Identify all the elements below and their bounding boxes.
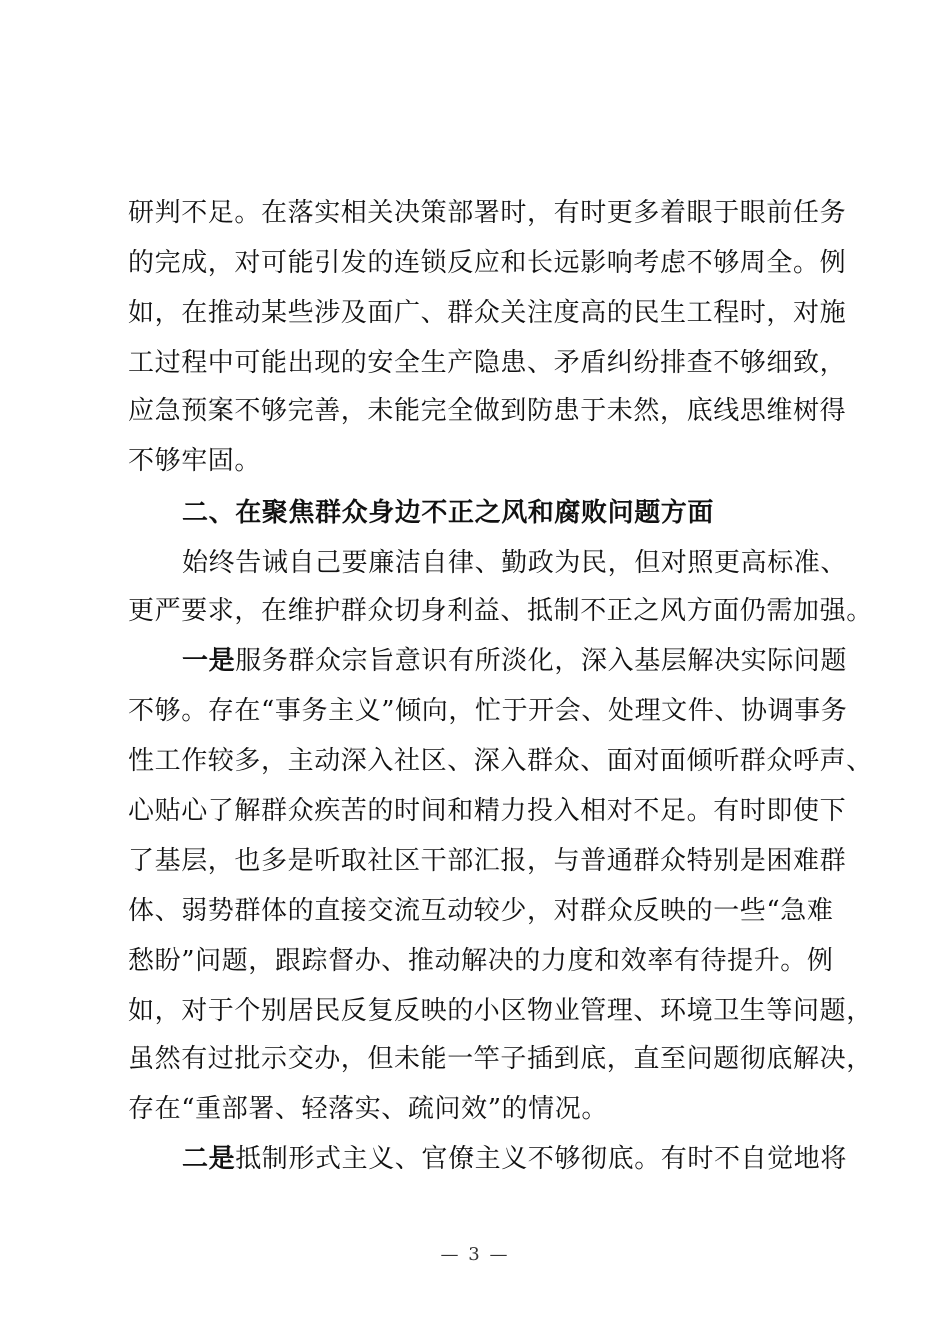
- body-line: [182, 643, 847, 679]
- body-line: 不够。存在“事务主义”倾向，忙于开会、处理文件、协调事务: [128, 696, 848, 726]
- body-line: 如，在推动某些涉及面广、群众关注度高的民生工程时，对施: [128, 298, 847, 328]
- body-line: 存在“重部署、轻落实、疏问效”的情况。: [128, 1094, 608, 1124]
- body-line: 如，对于个别居民反复反映的小区物业管理、环境卫生等问题，: [128, 996, 873, 1026]
- body-text: 服务群众宗旨意识有所淡化，深入基层解决实际问题: [235, 646, 848, 676]
- body-line: 始终告诫自己要廉洁自律、勤政为民，但对照更高标准、: [182, 548, 848, 578]
- body-line: 虽然有过批示交办，但未能一竿子插到底，直至问题彻底解决，: [128, 1044, 873, 1074]
- body-line: 愁盼”问题，跟踪督办、推动解决的力度和效率有待提升。例: [128, 946, 834, 976]
- body-line: [182, 1141, 847, 1177]
- body-text: 抵制形式主义、官僚主义不够彻底。有时不自觉地将: [235, 1144, 848, 1174]
- body-line: 心贴心了解群众疾苦的时间和精力投入相对不足。有时即使下: [128, 796, 847, 826]
- section-heading: 二、在聚焦群众身边不正之风和腐败问题方面: [182, 498, 715, 528]
- body-line: 工过程中可能出现的安全生产隐患、矛盾纠纷排查不够细致，: [128, 348, 847, 378]
- point-lead: 一是: [182, 646, 236, 676]
- body-line: 研判不足。在落实相关决策部署时，有时更多着眼于眼前任务: [128, 198, 847, 228]
- body-line: 体、弱势群体的直接交流互动较少，对群众反映的一些“急难: [128, 896, 834, 926]
- body-line: 不够牢固。: [128, 446, 262, 476]
- body-line: 应急预案不够完善，未能完全做到防患于未然，底线思维树得: [128, 396, 847, 426]
- point-lead: 二是: [182, 1144, 236, 1174]
- body-line: 了基层，也多是听取社区干部汇报，与普通群众特别是困难群: [128, 846, 847, 876]
- page-number: — 3 —: [440, 1244, 510, 1265]
- body-line: 更严要求，在维护群众切身利益、抵制不正之风方面仍需加强。: [128, 596, 873, 626]
- body-line: 性工作较多，主动深入社区、深入群众、面对面倾听群众呼声、: [128, 746, 873, 776]
- body-line: 的完成，对可能引发的连锁反应和长远影响考虑不够周全。例: [128, 248, 847, 278]
